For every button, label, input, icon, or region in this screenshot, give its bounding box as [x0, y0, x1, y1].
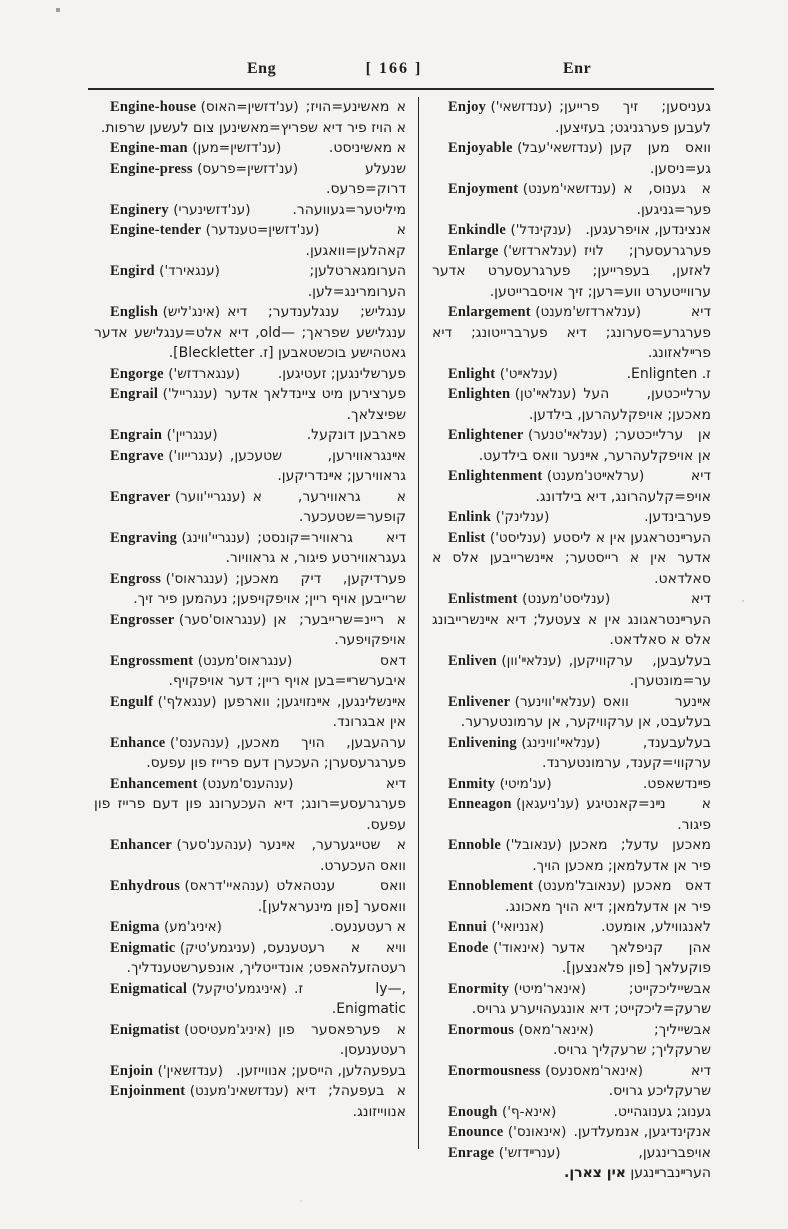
headword: Engraving: [110, 529, 178, 546]
dictionary-entry: [94, 1020, 406, 1061]
definition: א מאשיניסט.: [328, 140, 406, 156]
headword-block: [110, 917, 222, 938]
definition: א מאשינע=הויז; א הויז פיר דיא שפריץ=מאשינען צום לעשען שרפות.: [100, 99, 406, 136]
definition: גענוג; גענוגהייט.: [613, 1103, 711, 1120]
headword: Engross: [110, 570, 162, 587]
headword-block: [110, 261, 220, 282]
pronunciation: (ענגראוס'מענט): [197, 652, 293, 669]
headword-block: [110, 97, 299, 118]
pronunciation: (ענלאײ'טנער): [527, 427, 608, 443]
dictionary-entry: [432, 917, 711, 938]
dictionary-entry: [432, 876, 711, 917]
headword: Enliven: [448, 652, 497, 669]
dictionary-entry: [432, 1143, 711, 1184]
headword-block: [110, 651, 292, 672]
headword-block: [448, 384, 576, 405]
dictionary-entry: [432, 364, 711, 385]
definition: בעפעהלען, הייסען; אנווייזען.: [236, 1062, 406, 1079]
dictionary-entry: [432, 466, 711, 507]
dictionary-entry: [94, 569, 406, 610]
pronunciation: (ענלאײ'טן): [514, 386, 577, 402]
headword-block: [448, 1020, 594, 1041]
pronunciation: (ענ'ניעגאן): [516, 796, 580, 812]
dictionary-entry: [94, 446, 406, 487]
dictionary-entry: [432, 651, 711, 692]
dictionary-entry: [94, 979, 406, 1020]
definition: הערומגארטלען; הערומרינג=לען.: [307, 263, 406, 300]
definition: מיליטער=געוועהר.: [292, 201, 406, 218]
definition: אײנער וואס בעלעבט, אן ערקוויקער, אן ערמונטערער.: [460, 693, 711, 730]
definition: דיא פערגרעסע=רונג; דיא העכערונג פון דעם פרייז פון עפעס.: [94, 775, 406, 833]
headword-block: [110, 876, 269, 897]
header-section-left: Eng: [247, 60, 277, 77]
headword-block: [110, 1061, 223, 1082]
pronunciation: (ענלארדזש'מענט): [535, 304, 642, 320]
definition: דאס איבערשרײ=בען אויף ריין; דער אויפקויף.: [168, 652, 406, 689]
pronunciation: (אנניואי'): [491, 919, 545, 935]
headword-block: [110, 774, 293, 795]
headword-block: [448, 876, 626, 897]
definition: פערצירען מיט ציינדלאך אדער שפיצלאך.: [224, 386, 406, 423]
definition: ענגליש; ענגלענדער; דיא ענגלישע שפראך; —old, דיא אלט=ענגלישע אדער גאטהישע בוכשטאבען [ז. Bleckletter].: [94, 304, 406, 361]
dictionary-entry: [432, 425, 711, 466]
pronunciation: (ענדזשאינ'מענט): [189, 1083, 289, 1099]
headword: Engrosser: [110, 611, 175, 628]
pronunciation: (ענגאלף'): [157, 693, 217, 710]
pronunciation: (אינא-ף'): [502, 1103, 557, 1120]
headword: Enounce: [448, 1124, 504, 1140]
headword: Enlistment: [448, 591, 518, 607]
headword: Enhance: [110, 734, 166, 751]
definition: געניסען; זיך פרייען; לעבען פערגניגט; בעזיצען.: [555, 99, 711, 136]
headword-block: [110, 446, 223, 467]
headword-block: [448, 917, 544, 938]
pronunciation: (ענגאירד'): [159, 263, 220, 279]
headword: Ennoble: [448, 837, 501, 853]
headword: Enormousness: [448, 1062, 541, 1079]
dictionary-entry: [432, 507, 711, 528]
headword: Enigmatic: [110, 939, 176, 956]
definition: וויא א רעטענעס, רעטהזעלהאפט; אונדייטליך, אונפערשטענדליך.: [126, 939, 406, 976]
headword: Enhydrous: [110, 878, 181, 894]
dictionary-entry: [94, 1061, 406, 1082]
dictionary-entry: [432, 733, 711, 774]
pronunciation: (ענ'דזשינערי): [173, 201, 251, 218]
dictionary-entry: [94, 917, 406, 938]
pronunciation: (אינאר'מאס): [518, 1021, 594, 1038]
dictionary-entry: [94, 876, 406, 917]
dictionary-entry: [432, 1061, 711, 1102]
pronunciation: (עניגמע'טיק): [179, 939, 256, 956]
headword: Enmity: [448, 775, 496, 792]
headword-block: [110, 364, 240, 385]
dictionary-entry: [94, 138, 406, 159]
definition-bold-tail: אין צארן.: [564, 1165, 626, 1181]
definition: ערהעבען, הויך מאכען, פערגרעסערן; העכערן דעם פרייז פון עפעס.: [146, 734, 406, 771]
headword-block: [110, 384, 218, 405]
dictionary-entry: [94, 651, 406, 692]
pronunciation: (ענהאיי'דראס): [184, 878, 270, 894]
headword: Enlight: [448, 365, 496, 382]
headword-block: [448, 651, 562, 672]
headword: Enlightener: [448, 427, 524, 443]
headword-block: [448, 589, 610, 610]
pronunciation: (ענקינדל'): [510, 222, 572, 238]
headword: Enjoy: [448, 99, 487, 115]
headword: Enigma: [110, 919, 160, 935]
definition: דיא גראוויר=קונסט; געגראווירטע פיגור, א גראוויור.: [225, 529, 406, 566]
definition: ז. Enlignten.: [626, 365, 711, 382]
definition: בעלעבענד, ערקווי=קענד, ערמונטערנד.: [542, 734, 711, 771]
pronunciation: (ענהענס'מענט): [202, 775, 294, 792]
definition: ,—ly ז. Enigmatic.: [293, 980, 406, 1017]
headword: Enode: [448, 939, 489, 956]
headword-block: [448, 1102, 556, 1123]
pronunciation: (ענרײדזש'): [498, 1144, 561, 1161]
definition: מאכען עדעל; מאכען פיר אן אדעלמאן; מאכען הויך.: [532, 837, 711, 874]
definition: א נײנ=קאנטיגע פיגור.: [586, 796, 711, 833]
dictionary-entry: [94, 384, 406, 425]
headword: Engird: [110, 263, 155, 279]
dictionary-entry: [94, 487, 406, 528]
definition: אן ערלייכטער; אן אויפקלעהרער, אײנער וואס בילדעט.: [478, 427, 711, 464]
pronunciation: (ענגארדזש'): [168, 365, 241, 382]
headword: Enlivening: [448, 734, 517, 751]
headword-block: [110, 733, 229, 754]
headword: Enlink: [448, 509, 492, 525]
headword: Enneagon: [448, 796, 512, 812]
right-column: [432, 97, 711, 1184]
dictionary-entry: [432, 692, 711, 733]
headword-block: [110, 159, 298, 180]
pronunciation: (ענגרייוו'): [168, 447, 223, 464]
headword-block: [110, 200, 251, 221]
headword-block: [448, 1061, 643, 1082]
headword: Enlighten: [448, 386, 511, 402]
headword-block: [448, 220, 572, 241]
dictionary-entry: [94, 97, 406, 138]
headword: Enginery: [110, 201, 169, 218]
headword-block: [448, 1143, 561, 1164]
dictionary-entry: [432, 1102, 711, 1123]
definition: אנקינדיגען, אנמעלדען.: [573, 1124, 711, 1140]
dictionary-entry: [432, 938, 711, 979]
headword-block: [448, 302, 641, 323]
pronunciation: (ענדזשאי'עבל): [517, 140, 603, 156]
headword-block: [448, 692, 596, 713]
definition: דיא שרעקליכע גרויס.: [608, 1062, 711, 1099]
headword-block: [448, 528, 546, 549]
pronunciation: (ענ'דזשין=האוס): [200, 99, 299, 115]
pronunciation: (ענגריי'ווער): [174, 488, 246, 505]
dictionary-entry: [432, 774, 711, 795]
definition: א קאהלען=וואגען.: [305, 222, 406, 259]
dictionary-entry: [432, 979, 711, 1020]
columns-wrapper: [94, 97, 712, 1184]
headword: Engine-house: [110, 99, 197, 115]
definition: אײנגראווירען, שטעכען, גראווירען; אײנדריקען.: [229, 447, 406, 484]
pronunciation: (ענאובל'מענט): [537, 878, 626, 894]
definition: אנצינדען, אויפרעגען.: [585, 222, 711, 238]
definition: אבשייליך; שרעקליך; שרעקליך גרויס.: [552, 1021, 711, 1058]
definition: שנעלע דרוק=פרעס.: [326, 160, 406, 197]
headword: Enlargement: [448, 304, 531, 320]
dictionary-entry: [432, 179, 711, 220]
dictionary-entry: [94, 528, 406, 569]
definition: פערגרעסערן; לויז לאזען, בעפרייען; פערגרעסערט אדער ערווייטערט ווע=רען; זיך אויסברייטען.: [432, 242, 711, 300]
pronunciation: (ענגראוס'): [165, 570, 229, 587]
pronunciation: (אינאר'מאסנעס): [545, 1062, 644, 1079]
headword: Enough: [448, 1103, 498, 1120]
headword: Engine-tender: [110, 222, 202, 238]
definition: א ריינ=שרייבער; אן אויפקויפער.: [273, 611, 406, 648]
definition: פארבען דונקעל.: [306, 427, 406, 443]
definition: דאס מאכען פיר אן אדעלמאן; דיא הויך מאכונג.: [505, 878, 711, 915]
definition: לאנגווילע, אומעט.: [600, 919, 711, 935]
pronunciation: (ענדזשאין'): [157, 1062, 223, 1079]
headword: Enjoyable: [448, 140, 513, 156]
headword-block: [448, 979, 586, 1000]
headword-block: [448, 466, 644, 487]
headword: Engrave: [110, 447, 164, 464]
headword: Engraver: [110, 488, 171, 505]
headword-block: [110, 979, 287, 1000]
headword: Enormous: [448, 1021, 515, 1038]
column-divider: [418, 97, 419, 1149]
headword: Enhancer: [110, 837, 173, 853]
definition: דיא פערגרע=סערונג; דיא פערברייטונג; דיא פרײלאזונג.: [432, 304, 711, 361]
headword-block: [110, 1020, 271, 1041]
definition: ערלייכטען, העל מאכען; אויפקלעהרען, בילדען.: [528, 386, 711, 423]
headword: Enjoyment: [448, 181, 519, 197]
dictionary-entry: [94, 364, 406, 385]
headword: Enjoinment: [110, 1083, 186, 1099]
headword-block: [448, 179, 616, 200]
pronunciation: (ענליסט'מענט): [522, 591, 611, 607]
headword-block: [448, 1122, 566, 1143]
dictionary-entry: [432, 1020, 711, 1061]
headword-block: [110, 302, 220, 323]
definition: דיא אויפ=קלעהרונג, דיא בילדונג.: [535, 468, 711, 505]
pronunciation: (ענלאײט'): [499, 365, 558, 382]
headword: Engulf: [110, 693, 154, 710]
pronunciation: (ענלארדזש'): [503, 242, 578, 259]
definition: דיא הערײנטראגונג אין א צעטעל; דיא אײנשרייבונג אלס א סאלדאט.: [432, 591, 711, 648]
pronunciation: (ענאובל'): [505, 837, 562, 853]
definition: א גראווירער, א קופער=שטעכער.: [252, 488, 406, 525]
headword: Enigmatical: [110, 980, 188, 997]
definition: אבשייליכקייט; שרעק=ליכקייט; דיא אונגעהויערע גרויס.: [471, 980, 711, 1017]
headword-block: [110, 835, 252, 856]
headword-block: [448, 97, 552, 118]
definition: א בעפעהל; דיא אנווייזונג.: [295, 1083, 406, 1120]
headword-block: [448, 774, 552, 795]
headword: Enlightenment: [448, 468, 543, 484]
headword: Enlarge: [448, 242, 499, 259]
dictionary-entry: [94, 220, 406, 261]
dictionary-entry: [432, 241, 711, 303]
headword: Enhancement: [110, 775, 198, 792]
pronunciation: (אינאונס'): [507, 1124, 567, 1140]
definition: א רעטענעס.: [329, 919, 406, 935]
dictionary-entry: [432, 1122, 711, 1143]
pronunciation: (ענלאײ'וון): [501, 652, 562, 669]
pronunciation: (אינאוד'): [492, 939, 545, 956]
headword-block: [448, 938, 545, 959]
headword: Enlivener: [448, 693, 511, 710]
pronunciation: (איניג'מע): [164, 919, 222, 935]
dictionary-entry: [432, 138, 711, 179]
dictionary-entry: [432, 97, 711, 138]
headword: Ennui: [448, 919, 487, 935]
pronunciation: (ענלינק'): [495, 509, 550, 525]
headword-block: [110, 610, 266, 631]
headword-block: [448, 835, 562, 856]
headword-block: [110, 938, 256, 959]
page-number: [ 166 ]: [365, 60, 423, 77]
pronunciation: (ענלאײ'ווינינג): [521, 734, 601, 751]
headword-block: [448, 794, 579, 815]
headword: Enjoin: [110, 1062, 154, 1079]
pronunciation: (איניגמע'טיקעל): [191, 980, 287, 997]
headword-block: [448, 241, 577, 262]
headword-block: [110, 528, 250, 549]
headword: Ennoblement: [448, 878, 534, 894]
headword-block: [110, 138, 281, 159]
headword: Engrain: [110, 427, 163, 443]
dictionary-entry: [94, 200, 406, 221]
headword: Enrage: [448, 1144, 495, 1161]
headword: Enlist: [448, 529, 486, 546]
pronunciation: (ענהענס'): [169, 734, 230, 751]
pronunciation: (ענגריי'ווינג): [181, 529, 251, 546]
pronunciation: (ענדזשאי'): [490, 99, 553, 115]
pronunciation: (ענגרייל'): [162, 386, 218, 402]
definition: פערבינדען.: [644, 509, 711, 525]
headword: Engorge: [110, 365, 164, 382]
headword: English: [110, 304, 159, 320]
headword-block: [448, 425, 607, 446]
headword-block: [110, 1081, 289, 1102]
dictionary-entry: [94, 302, 406, 364]
definition: אהן קניפלאך אדער פוקעלאך [פון פלאנצען].: [551, 939, 711, 976]
headword: Engine-press: [110, 160, 193, 177]
dictionary-entry: [94, 835, 406, 876]
pronunciation: (איניג'מעטיסט): [184, 1021, 272, 1038]
headword-block: [110, 487, 246, 508]
dictionary-entry: [432, 302, 711, 364]
definition: הערײנטראגען אין א ליסטע אדער אין א רייסטער; אײנשרייבען אלס א סאלדאט.: [432, 529, 711, 587]
definition: א שטייגערער, אײנער וואס העכערט.: [259, 837, 406, 874]
headword-block: [110, 425, 218, 446]
headword-block: [448, 138, 603, 159]
definition: א גענוס, א פער=גניגען.: [623, 181, 711, 218]
header-rule: [88, 88, 714, 90]
headword-block: [448, 507, 549, 528]
headword: Enormity: [448, 980, 510, 997]
left-column: [94, 97, 406, 1122]
headword: Engrossment: [110, 652, 194, 669]
definition: אײנשלינגען, אײנזויגען; ווארפען אין אבגרונד.: [223, 693, 406, 730]
pronunciation: (ענגריין'): [166, 427, 218, 443]
dictionary-entry: [432, 794, 711, 835]
dictionary-entry: [94, 692, 406, 733]
headword: Engine-man: [110, 140, 188, 156]
definition: פײנדשאפט.: [642, 775, 711, 792]
dictionary-entry: [94, 938, 406, 979]
dictionary-entry: [432, 589, 711, 651]
dictionary-entry: [432, 220, 711, 241]
pronunciation: (אינג'ליש): [162, 304, 221, 320]
pronunciation: (ענדזשאי'מענט): [522, 181, 617, 197]
dictionary-entry: [94, 261, 406, 302]
dictionary-entry: [94, 733, 406, 774]
headword-block: [110, 569, 228, 590]
page-header: [0, 60, 788, 84]
dictionary-entry: [94, 1081, 406, 1122]
pronunciation: (ענ'מיטי): [499, 775, 552, 792]
definition: וואס מען קען גע=ניסען.: [609, 140, 711, 177]
dictionary-entry: [94, 425, 406, 446]
dictionary-entry: [432, 528, 711, 590]
pronunciation: (ענהענ'סער): [176, 837, 253, 853]
definition: פערדיקען, דיק מאכען; שרייבען אויף ריין; אויפקויפען; נעהמען פיר זיך.: [133, 570, 406, 607]
pronunciation: (ענ'דזשין=פרעס): [197, 160, 299, 177]
pronunciation: (ענליסט'): [489, 529, 547, 546]
headword: Enigmatist: [110, 1021, 180, 1038]
pronunciation: (ענ'דזשין=מען): [192, 140, 282, 156]
definition: א פערפאסער פון רעטענעסן.: [278, 1021, 406, 1058]
pronunciation: (ענלאײ'ווינער): [514, 693, 596, 710]
definition: בעלעבען, ערקוויקען, ער=מונטערן.: [568, 652, 711, 689]
definition: וואס ענטהאלט וואסער [פון מינעראלען].: [257, 878, 406, 915]
scan-speck: [0, 0, 2, 2]
headword: Engrail: [110, 386, 159, 402]
dictionary-entry: [94, 159, 406, 200]
pronunciation: (ערלאײטנ'מענט): [546, 468, 645, 484]
header-section-right: Enr: [563, 60, 592, 77]
dictionary-entry: [94, 610, 406, 651]
headword-block: [448, 733, 600, 754]
dictionary-entry: [94, 774, 406, 836]
headword: Enkindle: [448, 222, 507, 238]
dictionary-entry: [432, 835, 711, 876]
headword-block: [448, 364, 558, 385]
pronunciation: (ענ'דזשין=טענדער): [205, 222, 320, 238]
headword-block: [110, 220, 319, 241]
pronunciation: (אינאר'מיטי): [513, 980, 586, 997]
dictionary-entry: [432, 384, 711, 425]
pronunciation: (ענגראוס'סער): [178, 611, 267, 628]
headword-block: [110, 692, 217, 713]
definition: אויפברינגען, הערײנברײנגען: [630, 1144, 711, 1181]
definition: פערשלינגען; זעטיגען.: [277, 365, 406, 382]
